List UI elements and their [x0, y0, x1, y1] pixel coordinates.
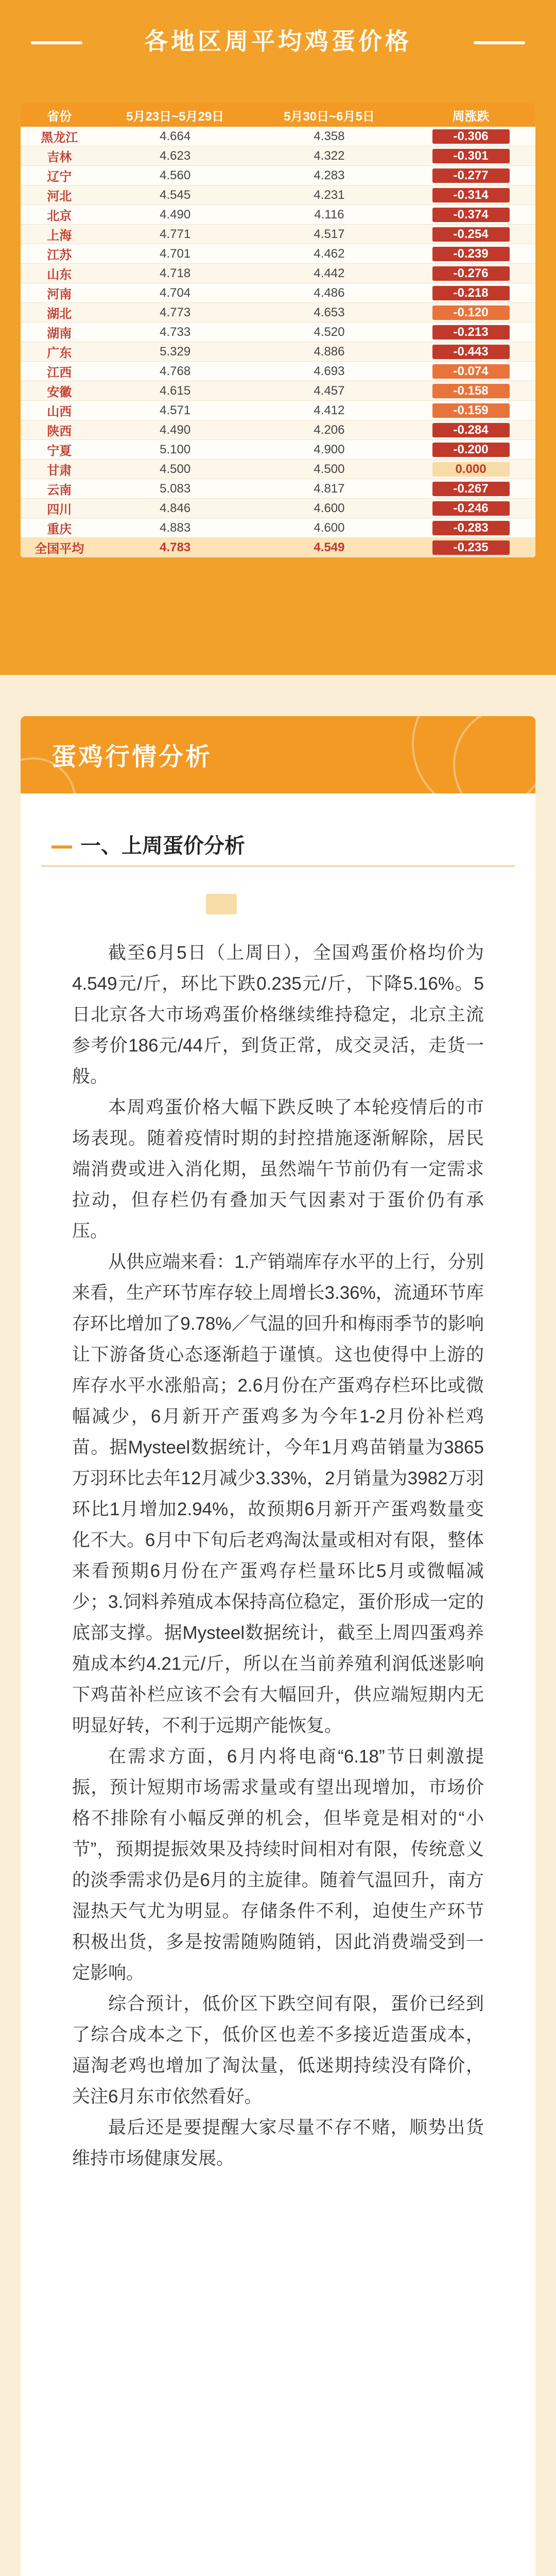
change-cell	[406, 244, 535, 264]
table-row	[21, 185, 535, 205]
change-badge: -0.306	[432, 129, 510, 144]
change-badge: -0.159	[432, 403, 510, 418]
change-badge: -0.314	[432, 188, 510, 202]
week2-cell: 4.549	[252, 538, 406, 557]
change-cell	[406, 185, 535, 205]
week2-cell: 4.412	[252, 401, 406, 420]
week2-cell: 4.900	[252, 440, 406, 460]
header-week2: 5月30日~6月5日	[252, 103, 406, 127]
change-cell	[406, 381, 535, 401]
week2-cell: 4.486	[252, 283, 406, 303]
change-badge: 0.000	[432, 462, 510, 477]
change-cell	[406, 323, 535, 342]
table-row	[21, 362, 535, 381]
section-title-1: 一、上周蛋价分析	[51, 829, 245, 859]
week1-cell: 4.623	[98, 146, 252, 166]
change-badge: -0.374	[432, 208, 510, 222]
week1-cell: 4.733	[98, 323, 252, 342]
week2-cell: 4.500	[252, 460, 406, 479]
section1-paragraph: 在需求方面，6月内将电商“6.18”节日刺激提振，预计短期市场需求量或有望出现增加，市场价格不排除有小幅反弹的机会，但毕竟是相对的“小节”，预期提振效果及持续时间相对有限，传统意义的淡季需求仍是6月的主旋律。随着气温回升，南方湿热天气尤为明显。存储条件不利，迫使生产环节积极出货，多是按需随购随销，因此消费端受到一定影响。	[72, 1747, 484, 1983]
change-badge: -0.239	[432, 247, 510, 261]
table-row	[21, 146, 535, 166]
week1-cell: 4.701	[98, 244, 252, 264]
week2-cell: 4.231	[252, 185, 406, 205]
change-badge: -0.301	[432, 149, 510, 163]
change-badge: -0.277	[432, 168, 510, 183]
week1-cell: 4.771	[98, 225, 252, 244]
week2-cell: 4.116	[252, 205, 406, 225]
province-cell: 辽宁	[21, 166, 98, 185]
change-badge: -0.443	[432, 345, 510, 359]
week1-cell: 4.768	[98, 362, 252, 381]
change-badge: -0.254	[432, 227, 510, 242]
province-cell: 重庆	[21, 518, 98, 538]
province-cell: 江西	[21, 362, 98, 381]
province-cell: 四川	[21, 499, 98, 518]
week1-cell: 4.773	[98, 303, 252, 323]
change-cell	[406, 362, 535, 381]
week2-cell: 4.600	[252, 518, 406, 538]
header-change: 周涨跌	[406, 103, 535, 127]
panel-header	[21, 716, 535, 793]
week2-cell: 4.517	[252, 225, 406, 244]
table-row	[21, 401, 535, 420]
change-cell	[406, 166, 535, 185]
province-cell: 湖南	[21, 323, 98, 342]
week1-cell: 4.571	[98, 401, 252, 420]
table-row	[21, 225, 535, 244]
table-row	[21, 283, 535, 303]
week2-cell: 4.520	[252, 323, 406, 342]
section1-paragraph: 截至6月5日（上周日），全国鸡蛋价格均价为4.549元/斤，环比下跌0.235元/斤，下降5.16%。5日北京各大市场鸡蛋价格继续维持稳定，北京主流参考价186元/44斤，到货正常，成交灵活，走货一般。	[72, 943, 484, 1087]
section1-paragraph: 本周鸡蛋价格大幅下跌反映了本轮疫情后的市场表现。随着疫情时期的封控措施逐渐解除，居民端消费或进入消化期，虽然端午节前仍有一定需求拉动，但存栏仍有叠加天气因素对于蛋价仍有承压。	[72, 1097, 484, 1241]
change-cell	[406, 264, 535, 283]
province-cell: 山西	[21, 401, 98, 420]
province-cell: 全国平均	[21, 538, 98, 557]
province-cell: 河北	[21, 185, 98, 205]
table-row	[21, 342, 535, 362]
change-badge: -0.218	[432, 286, 510, 300]
table-row	[21, 381, 535, 401]
change-cell	[406, 303, 535, 323]
week2-cell: 4.442	[252, 264, 406, 283]
panel-title: 蛋鸡行情分析	[51, 743, 213, 771]
change-cell	[406, 205, 535, 225]
province-cell: 河南	[21, 283, 98, 303]
week1-cell: 5.083	[98, 479, 252, 499]
table-row	[21, 205, 535, 225]
week2-cell: 4.653	[252, 303, 406, 323]
table-row	[21, 479, 535, 499]
table-row	[21, 323, 535, 342]
change-cell	[406, 401, 535, 420]
header-province: 省份	[21, 103, 98, 127]
section1-paragraph: 最后还是要提醒大家尽量不存不赌，顺势出货维持市场健康发展。	[72, 2117, 484, 2168]
province-cell: 吉林	[21, 146, 98, 166]
week1-cell: 4.560	[98, 166, 252, 185]
section1-paragraph: 从供应端来看：1.产销端库存水平的上行，分别来看，生产环节库存较上周增长3.36%，流通环节库存环比增加了9.78%／气温的回升和梅雨季节的影响让下游备货心态逐渐趋于谨慎。这也使得中上游的库存水平水涨船高；2.6月份在产蛋鸡存栏环比或微幅减少，6月新开产蛋鸡多为今年1-2月份补栏鸡苗。据Mysteel数据统计，今年1月鸡苗销量为3865万羽环比去年12月减少3.33%，2月销量为3982万羽环比1月增加2.94%，故预期6月新开产蛋鸡数量变化不大。6月中下旬后老鸡淘汰量或相对有限，整体来看预期6月份在产蛋鸡存栏量环比5月或微幅减少；3.饲料养殖成本保持高位稳定，蛋价形成一定的底部支撑。据Mysteel数据统计，截至上周四蛋鸡养殖成本约4.21元/斤，所以在当前养殖利润低迷影响下鸡苗补栏应该不会有大幅回升，供应端短期内无明显好转，不利于远期产能恢复。	[72, 1252, 484, 1736]
section-dash	[51, 845, 72, 849]
change-badge: -0.276	[432, 266, 510, 281]
week1-cell: 5.329	[98, 342, 252, 362]
change-badge: -0.267	[432, 482, 510, 496]
table-row	[21, 244, 535, 264]
week1-cell: 4.846	[98, 499, 252, 518]
table-total-row	[21, 538, 535, 557]
province-cell: 广东	[21, 342, 98, 362]
province-cell: 甘肃	[21, 460, 98, 479]
change-cell	[406, 420, 535, 440]
week2-cell: 4.283	[252, 166, 406, 185]
change-badge: -0.200	[432, 443, 510, 457]
price-section	[0, 0, 556, 675]
province-cell: 北京	[21, 205, 98, 225]
week2-cell: 4.693	[252, 362, 406, 381]
change-badge: -0.074	[432, 364, 510, 379]
province-cell: 湖北	[21, 303, 98, 323]
week2-cell: 4.322	[252, 146, 406, 166]
week1-cell: 4.718	[98, 264, 252, 283]
change-badge: -0.246	[432, 501, 510, 516]
province-cell: 山东	[21, 264, 98, 283]
week1-cell: 4.545	[98, 185, 252, 205]
province-cell: 云南	[21, 479, 98, 499]
week2-cell: 4.600	[252, 499, 406, 518]
section-divider	[41, 866, 515, 867]
price-section-title: 各地区周平均鸡蛋价格	[144, 28, 412, 55]
table-row	[21, 127, 535, 146]
week2-cell: 4.817	[252, 479, 406, 499]
change-cell	[406, 283, 535, 303]
province-cell: 江苏	[21, 244, 98, 264]
week1-cell: 4.490	[98, 420, 252, 440]
change-cell	[406, 479, 535, 499]
section1-body	[72, 938, 484, 2174]
province-cell: 黑龙江	[21, 127, 98, 146]
change-badge: -0.284	[432, 423, 510, 437]
price-table	[21, 103, 535, 557]
highlight-tag	[206, 894, 237, 914]
week1-cell: 5.100	[98, 440, 252, 460]
table-row	[21, 303, 535, 323]
change-cell	[406, 440, 535, 460]
section1-paragraph: 综合预计，低价区下跌空间有限，蛋价已经到了综合成本之下，低价区也差不多接近造蛋成本，逼淘老鸡也增加了淘汰量，低迷期持续没有降价，关注6月东市依然看好。	[72, 1994, 484, 2107]
change-cell	[406, 225, 535, 244]
week1-cell: 4.704	[98, 283, 252, 303]
change-badge: -0.213	[432, 325, 510, 340]
week1-cell: 4.490	[98, 205, 252, 225]
change-cell	[406, 342, 535, 362]
change-cell	[406, 518, 535, 538]
change-cell	[406, 538, 535, 557]
table-row	[21, 166, 535, 185]
change-badge: -0.158	[432, 384, 510, 398]
table-row	[21, 499, 535, 518]
change-cell	[406, 146, 535, 166]
change-cell	[406, 499, 535, 518]
header-week1: 5月23日~5月29日	[98, 103, 252, 127]
table-row	[21, 518, 535, 538]
week2-cell: 4.462	[252, 244, 406, 264]
analysis-panel	[21, 716, 535, 2576]
table-row	[21, 264, 535, 283]
province-cell: 宁夏	[21, 440, 98, 460]
change-badge: -0.283	[432, 521, 510, 535]
week2-cell: 4.457	[252, 381, 406, 401]
province-cell: 上海	[21, 225, 98, 244]
province-cell: 安徽	[21, 381, 98, 401]
change-cell	[406, 460, 535, 479]
week2-cell: 4.358	[252, 127, 406, 146]
province-cell: 陕西	[21, 420, 98, 440]
week1-cell: 4.664	[98, 127, 252, 146]
change-badge: -0.120	[432, 306, 510, 320]
change-cell	[406, 127, 535, 146]
table-row	[21, 420, 535, 440]
week2-cell: 4.206	[252, 420, 406, 440]
week1-cell: 4.500	[98, 460, 252, 479]
week1-cell: 4.783	[98, 538, 252, 557]
change-badge: -0.235	[432, 540, 510, 555]
table-row	[21, 460, 535, 479]
week2-cell: 4.886	[252, 342, 406, 362]
week1-cell: 4.883	[98, 518, 252, 538]
week1-cell: 4.615	[98, 381, 252, 401]
table-header-row	[21, 103, 535, 127]
table-row	[21, 440, 535, 460]
